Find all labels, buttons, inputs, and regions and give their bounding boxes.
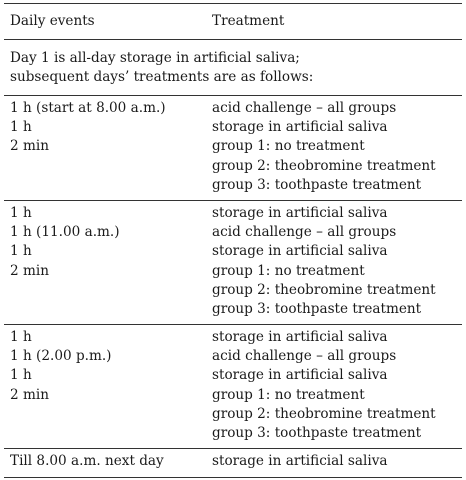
events-cell — [10, 99, 212, 195]
row-rule-2 — [4, 200, 462, 201]
header-daily-events: Daily events — [10, 13, 95, 29]
schedule-block-morning — [10, 99, 456, 195]
treatment-line: group 2: theobromine treatment — [212, 281, 436, 298]
treatment-line: group 1: no treatment — [212, 138, 365, 155]
event-line: 1 h — [10, 367, 32, 384]
treatment-line: acid challenge – all groups — [212, 224, 397, 241]
event-line: 2 min — [10, 386, 49, 403]
intro-note — [10, 49, 456, 87]
row-rule-1 — [4, 95, 462, 96]
events-cell — [10, 452, 212, 471]
treatment-line: group 1: no treatment — [212, 386, 365, 403]
treatments-cell — [212, 452, 456, 471]
schedule-block-overnight — [10, 452, 456, 471]
schedule-block-afternoon — [10, 328, 456, 443]
event-line: 1 h — [10, 205, 32, 221]
row-rule-4 — [4, 448, 462, 449]
event-line: 2 min — [10, 262, 49, 279]
treatments-cell — [212, 204, 456, 319]
treatment-line: storage in artificial saliva — [212, 329, 388, 345]
treatment-line: group 3: toothpaste treatment — [212, 424, 422, 441]
treatment-line: group 2: theobromine treatment — [212, 157, 436, 174]
treatment-line: storage in artificial saliva — [212, 243, 388, 260]
treatment-line: storage in artificial saliva — [212, 205, 388, 221]
treatment-line: acid challenge – all groups — [212, 100, 397, 116]
event-line: 1 h (start at 8.00 a.m.) — [10, 100, 166, 116]
intro-line-1: Day 1 is all-day storage in artificial saliva; — [10, 50, 300, 66]
header-rule — [4, 39, 462, 40]
treatment-line: storage in artificial saliva — [212, 119, 388, 136]
intro-line-2: subsequent days’ treatments are as follows: — [10, 69, 314, 86]
schedule-block-midday — [10, 204, 456, 319]
treatment-line: group 3: toothpaste treatment — [212, 176, 422, 193]
event-line: Till 8.00 a.m. next day — [10, 453, 164, 469]
event-line: 1 h — [10, 119, 32, 136]
event-line: 1 h (11.00 a.m.) — [10, 224, 120, 241]
treatments-cell — [212, 99, 456, 195]
table-top-rule — [4, 3, 462, 4]
treatment-line: storage in artificial saliva — [212, 367, 388, 384]
table-bottom-rule — [4, 477, 462, 478]
header-treatment: Treatment — [212, 13, 285, 29]
treatment-line: acid challenge – all groups — [212, 348, 397, 365]
treatment-line: group 3: toothpaste treatment — [212, 300, 422, 317]
row-rule-3 — [4, 324, 462, 325]
treatment-line: group 1: no treatment — [212, 262, 365, 279]
event-line: 2 min — [10, 138, 49, 155]
treatments-cell — [212, 328, 456, 443]
treatment-line: storage in artificial saliva — [212, 453, 388, 469]
treatment-line: group 2: theobromine treatment — [212, 405, 436, 422]
table-header-row — [10, 12, 456, 31]
events-cell — [10, 204, 212, 319]
event-line: 1 h — [10, 243, 32, 260]
event-line: 1 h (2.00 p.m.) — [10, 348, 112, 365]
events-cell — [10, 328, 212, 443]
event-line: 1 h — [10, 329, 32, 345]
